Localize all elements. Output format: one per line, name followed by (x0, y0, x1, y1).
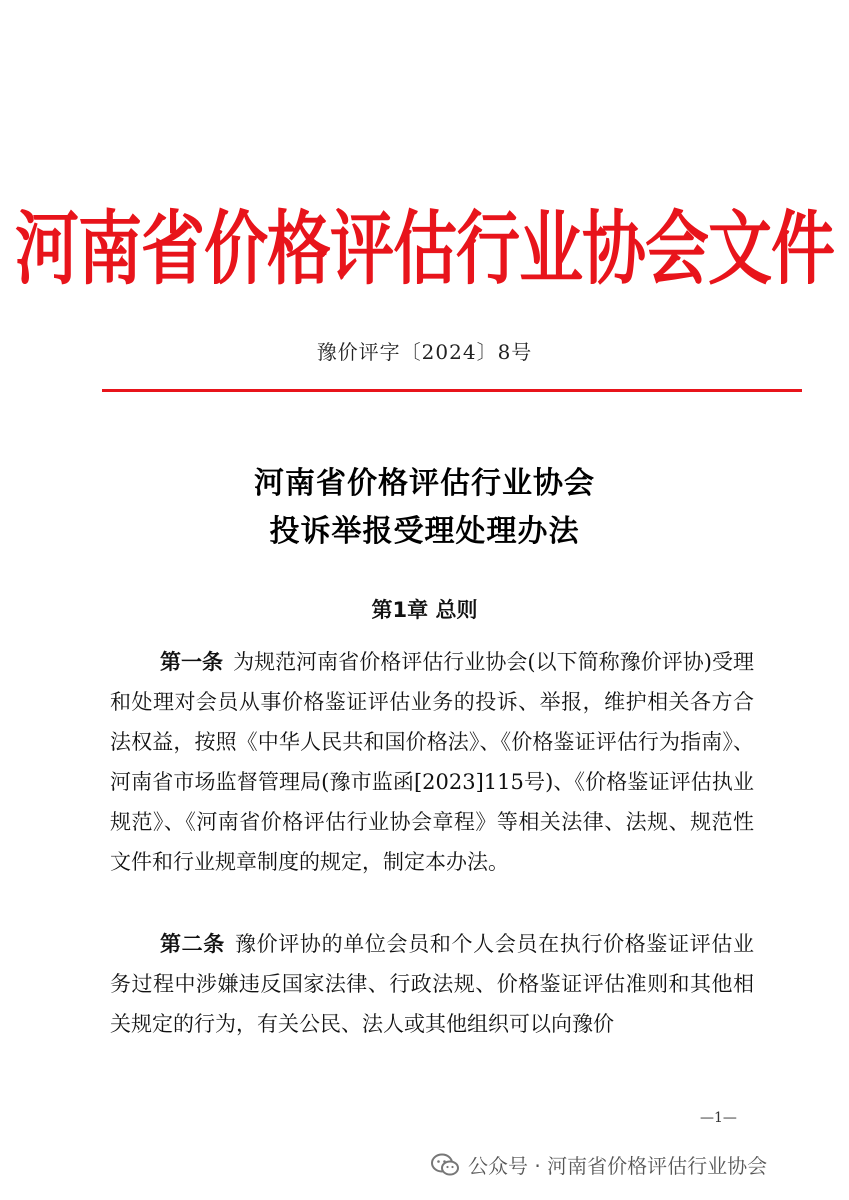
watermark-footer (430, 1150, 830, 1179)
article-1 (110, 642, 754, 882)
article-2-text: 豫价评协的单位会员和个人会员在执行价格鉴证评估业务过程中涉嫌违反国家法律、行政法规、价格鉴证评估准则和其他相关规定的行为，有关公民、法人或其他组织可以向豫价 (110, 932, 755, 1036)
document-title-line2: 投诉举报受理处理办法 (269, 514, 580, 549)
page-number: —1— (700, 1110, 737, 1126)
article-2-heading: 第二条 (160, 932, 225, 956)
article-2 (110, 924, 754, 1044)
chapter-heading: 第1章 总则 (371, 598, 478, 622)
footer-text: 公众号 · 河南省价格评估行业协会 (468, 1154, 768, 1178)
wechat-icon (430, 1152, 460, 1178)
document-title-line1: 河南省价格评估行业协会 (254, 466, 595, 501)
article-1-heading: 第一条 (160, 650, 224, 674)
masthead-title: 河南省价格评估行业协会文件 (15, 203, 834, 297)
document-number: 豫价评字〔2024〕8号 (316, 340, 533, 364)
red-divider (102, 389, 802, 392)
article-1-text: 为规范河南省价格评估行业协会(以下简称豫价评协)受理和处理对会员从事价格鉴证评估业务的投诉、举报，维护相关各方合法权益，按照《中华人民共和国价格法》、《价格鉴证评估行为指南》、河南省市场监督管理局(豫市监函[2023]115号)、《价格鉴证评估执业规范》、《河南省价格评估行业协会章程》等相关法律、法规、规范性文件和行业规章制度的规定，制定本办法。 (110, 650, 755, 874)
